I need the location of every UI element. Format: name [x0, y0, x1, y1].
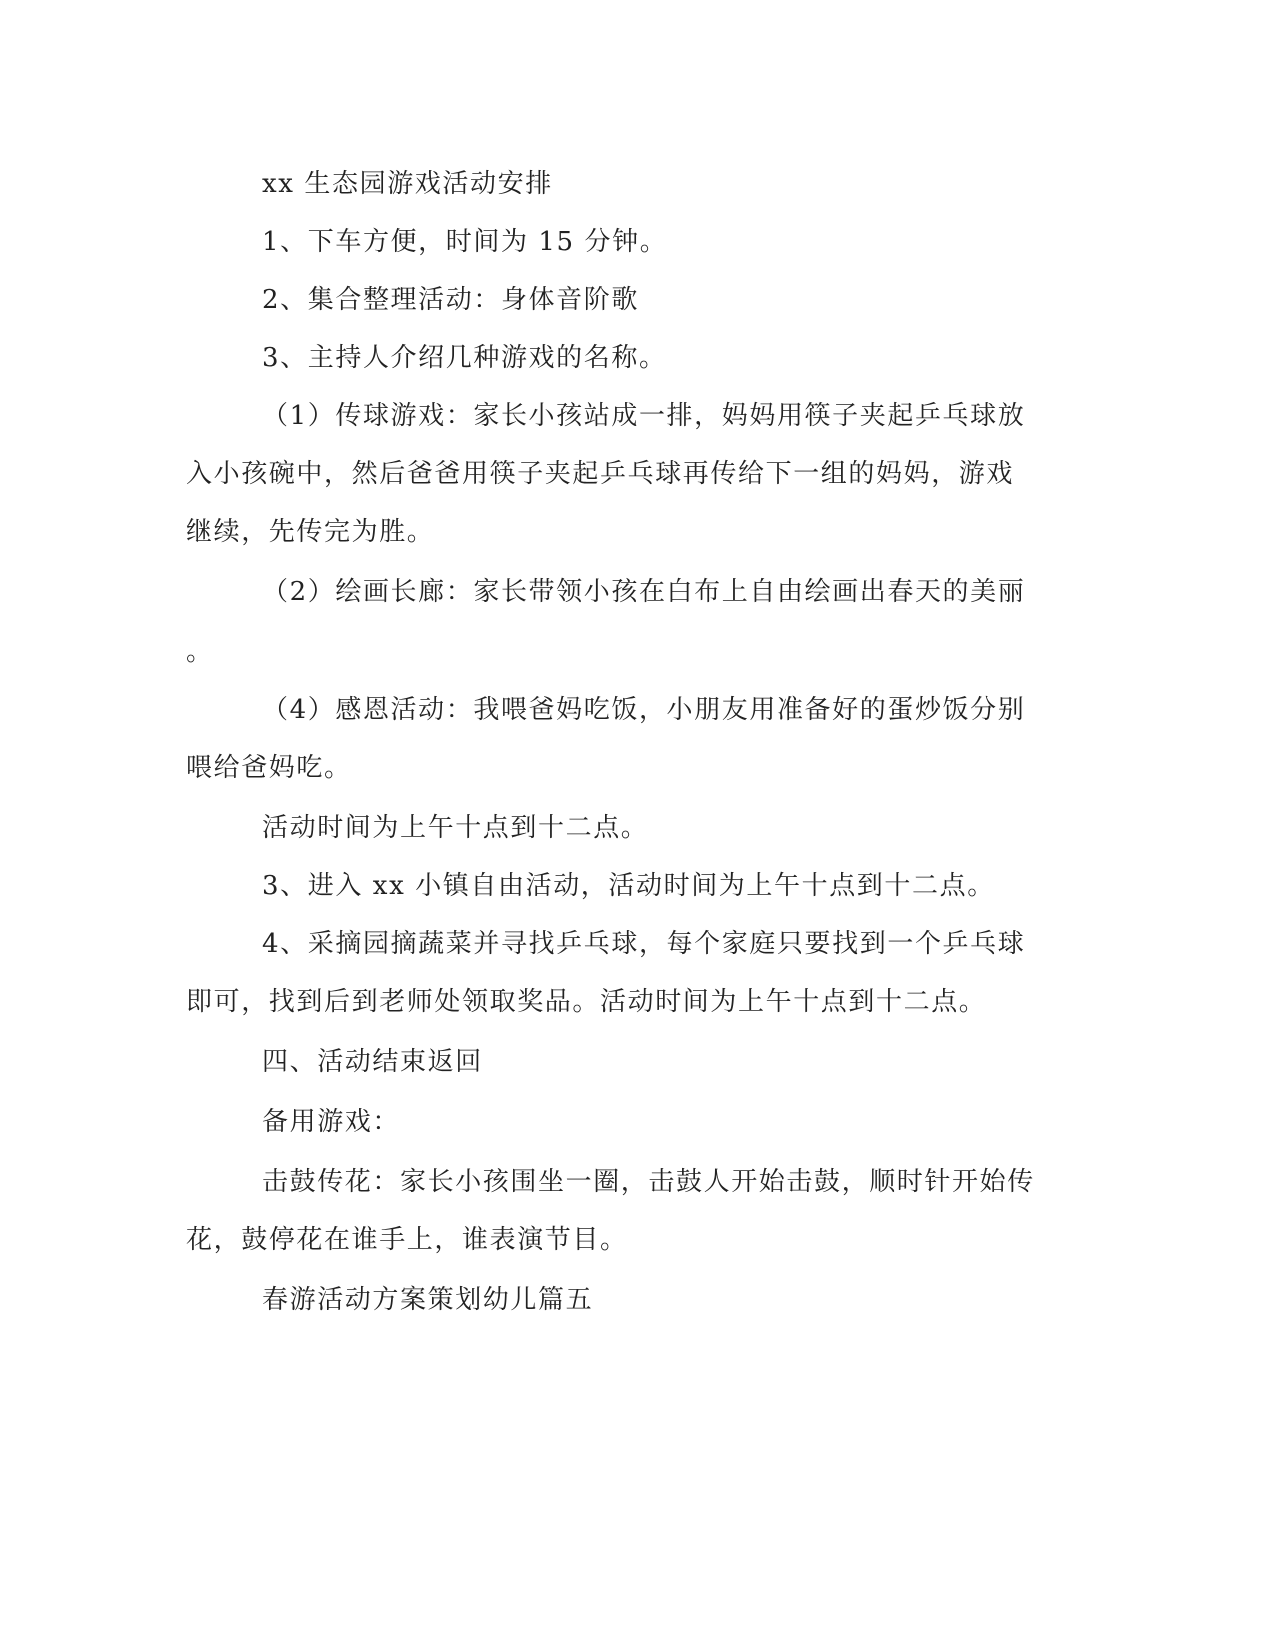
section-heading: 备用游戏：: [262, 1107, 401, 1137]
list-item: 3、主持人介绍几种游戏的名称。: [262, 343, 667, 373]
paragraph-line: 喂给爸妈吃。: [186, 753, 352, 783]
list-item: 3、进入 xx 小镇自由活动，活动时间为上午十点到十二点。: [262, 871, 995, 901]
paragraph-line: 入小孩碗中，然后爸爸用筷子夹起乒乓球再传给下一组的妈妈，游戏: [186, 459, 1015, 489]
paragraph-line: 击鼓传花：家长小孩围坐一圈，击鼓人开始击鼓，顺时针开始传: [262, 1167, 1035, 1197]
paragraph-line: （2）绘画长廊：家长带领小孩在白布上自由绘画出春天的美丽: [262, 577, 1026, 607]
list-item: 2、集合整理活动：身体音阶歌: [262, 285, 639, 315]
paragraph-line: 即可，找到后到老师处领取奖品。活动时间为上午十点到十二点。: [186, 987, 987, 1017]
section-heading: 春游活动方案策划幼儿篇五: [262, 1285, 594, 1315]
list-item: 4、采摘园摘蔬菜并寻找乒乓球，每个家庭只要找到一个乒乓球: [262, 929, 1026, 959]
paragraph-line: （4）感恩活动：我喂爸妈吃饭，小朋友用准备好的蛋炒饭分别: [262, 695, 1026, 725]
paragraph-line: 继续，先传完为胜。: [186, 517, 435, 547]
section-heading: 四、活动结束返回: [262, 1047, 483, 1077]
section-heading: xx 生态园游戏活动安排: [262, 169, 553, 199]
list-item: 1、下车方便，时间为 15 分钟。: [262, 227, 668, 257]
paragraph-line: （1）传球游戏：家长小孩站成一排，妈妈用筷子夹起乒乓球放: [262, 401, 1026, 431]
paragraph-line: 。: [186, 637, 214, 667]
paragraph-line: 花，鼓停花在谁手上，谁表演节目。: [186, 1225, 628, 1255]
paragraph-line: 活动时间为上午十点到十二点。: [262, 813, 649, 843]
